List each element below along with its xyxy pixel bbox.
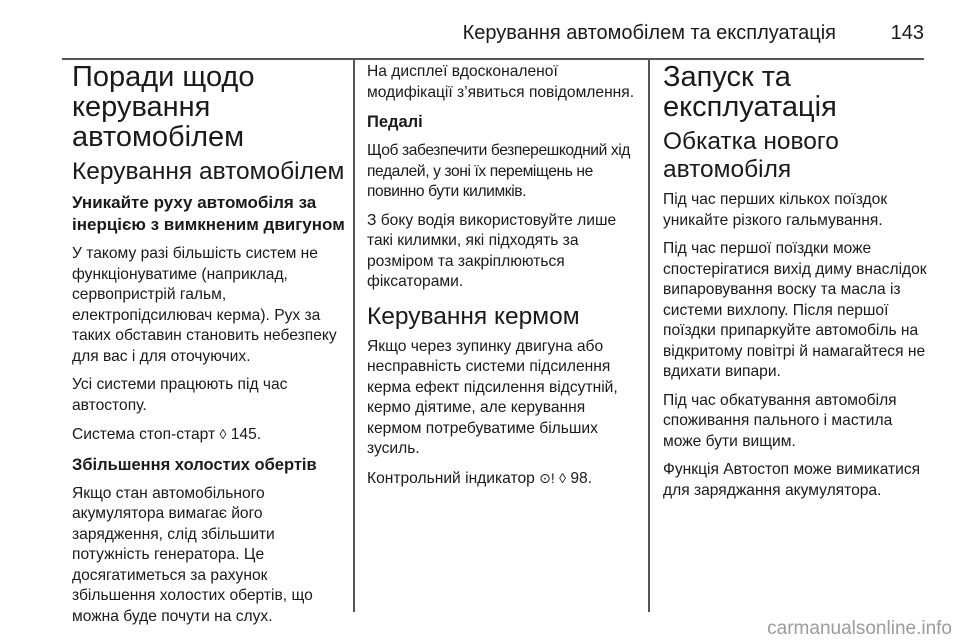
column-2 <box>367 62 637 497</box>
page-number: 143 <box>890 22 924 44</box>
column-3 <box>663 62 931 509</box>
paragraph: Якщо через зупинку двигуна або несправність системи підсилення керма ефект підсилення відсутній, кермо діятиме, але керування кермом потребуватиме більших зусиль. <box>367 337 618 457</box>
column-1 <box>72 62 346 635</box>
paragraph: Усі системи працюють під час автостопу. <box>72 376 288 414</box>
paragraph: На дисплеї вдосконаленої модифікації з’явиться повідомлення. <box>367 63 635 101</box>
column-divider-1 <box>353 59 355 612</box>
subsection-heading: Уникайте руху автомобіля за інерцією з вимкненим двигуном <box>72 193 345 234</box>
paragraph: Щоб забезпечити безперешкодний хід педалей, у зоні їх переміщень не повинно бути килимків. <box>367 142 630 200</box>
section-heading: Обкатка нового автомобіля <box>663 128 839 183</box>
watermark: carmanualsonline.info <box>767 618 952 639</box>
section-heading: Керування кермом <box>367 302 580 330</box>
paragraph: Якщо стан автомобільного акумулятора вимагає його зарядження, слід збільшити потужність генератора. Це досягатиметься за рахунок збільшення холостих обертів, що можна буде почути на слух. <box>72 484 313 625</box>
page-reference-link[interactable]: 145. <box>230 426 262 443</box>
reference-text: Контрольний індикатор <box>367 469 535 487</box>
subsection-heading: Збільшення холостих обертів <box>72 455 317 474</box>
paragraph: Під час обкатування автомобіля споживання пального і мастила може бути вищим. <box>663 391 897 450</box>
paragraph: У такому разі більшість систем не функціонуватиме (наприклад, сервопристрій гальм, електропідсилювач керма). Рух за таких обставин становить небезпеку для вас і для оточуючих. <box>72 245 337 365</box>
chapter-heading: Поради щодо керування автомобілем <box>72 61 255 153</box>
chapter-heading: Запуск та експлуатація <box>663 61 837 123</box>
page-header <box>62 0 924 58</box>
reference-text: Система стоп-старт <box>72 426 216 443</box>
running-header-title: Керування автомобілем та експлуатація <box>462 22 836 44</box>
page-reference-arrow-icon: ◊ <box>219 426 227 442</box>
paragraph: Під час першої поїздки може спостерігатися вихід диму внаслідок випаровування воску та масла із системи вихлопу. Після першої поїздки припаркуйте автомобіль на відкритому повітрі й намагайтеся не вдихати випари. <box>663 240 927 380</box>
page-reference-link[interactable]: 98. <box>570 469 593 487</box>
header-rule <box>62 58 924 60</box>
steering-warning-indicator-icon: ⊙! <box>539 469 555 486</box>
paragraph-cross-reference <box>367 468 637 490</box>
subsection-heading: Педалі <box>367 113 423 131</box>
paragraph: Під час перших кількох поїздок уникайте різкого гальмування. <box>663 191 888 229</box>
paragraph: Функція Автостоп може вимикатися для заряджання акумулятора. <box>663 461 921 499</box>
paragraph-cross-reference <box>72 424 346 446</box>
paragraph: З боку водія використовуйте лише такі килимки, які підходять за розміром та закріплюються фіксаторами. <box>367 211 617 290</box>
column-divider-2 <box>648 59 650 612</box>
section-heading: Керування автомобілем <box>72 158 345 185</box>
page-reference-arrow-icon: ◊ <box>559 469 567 486</box>
